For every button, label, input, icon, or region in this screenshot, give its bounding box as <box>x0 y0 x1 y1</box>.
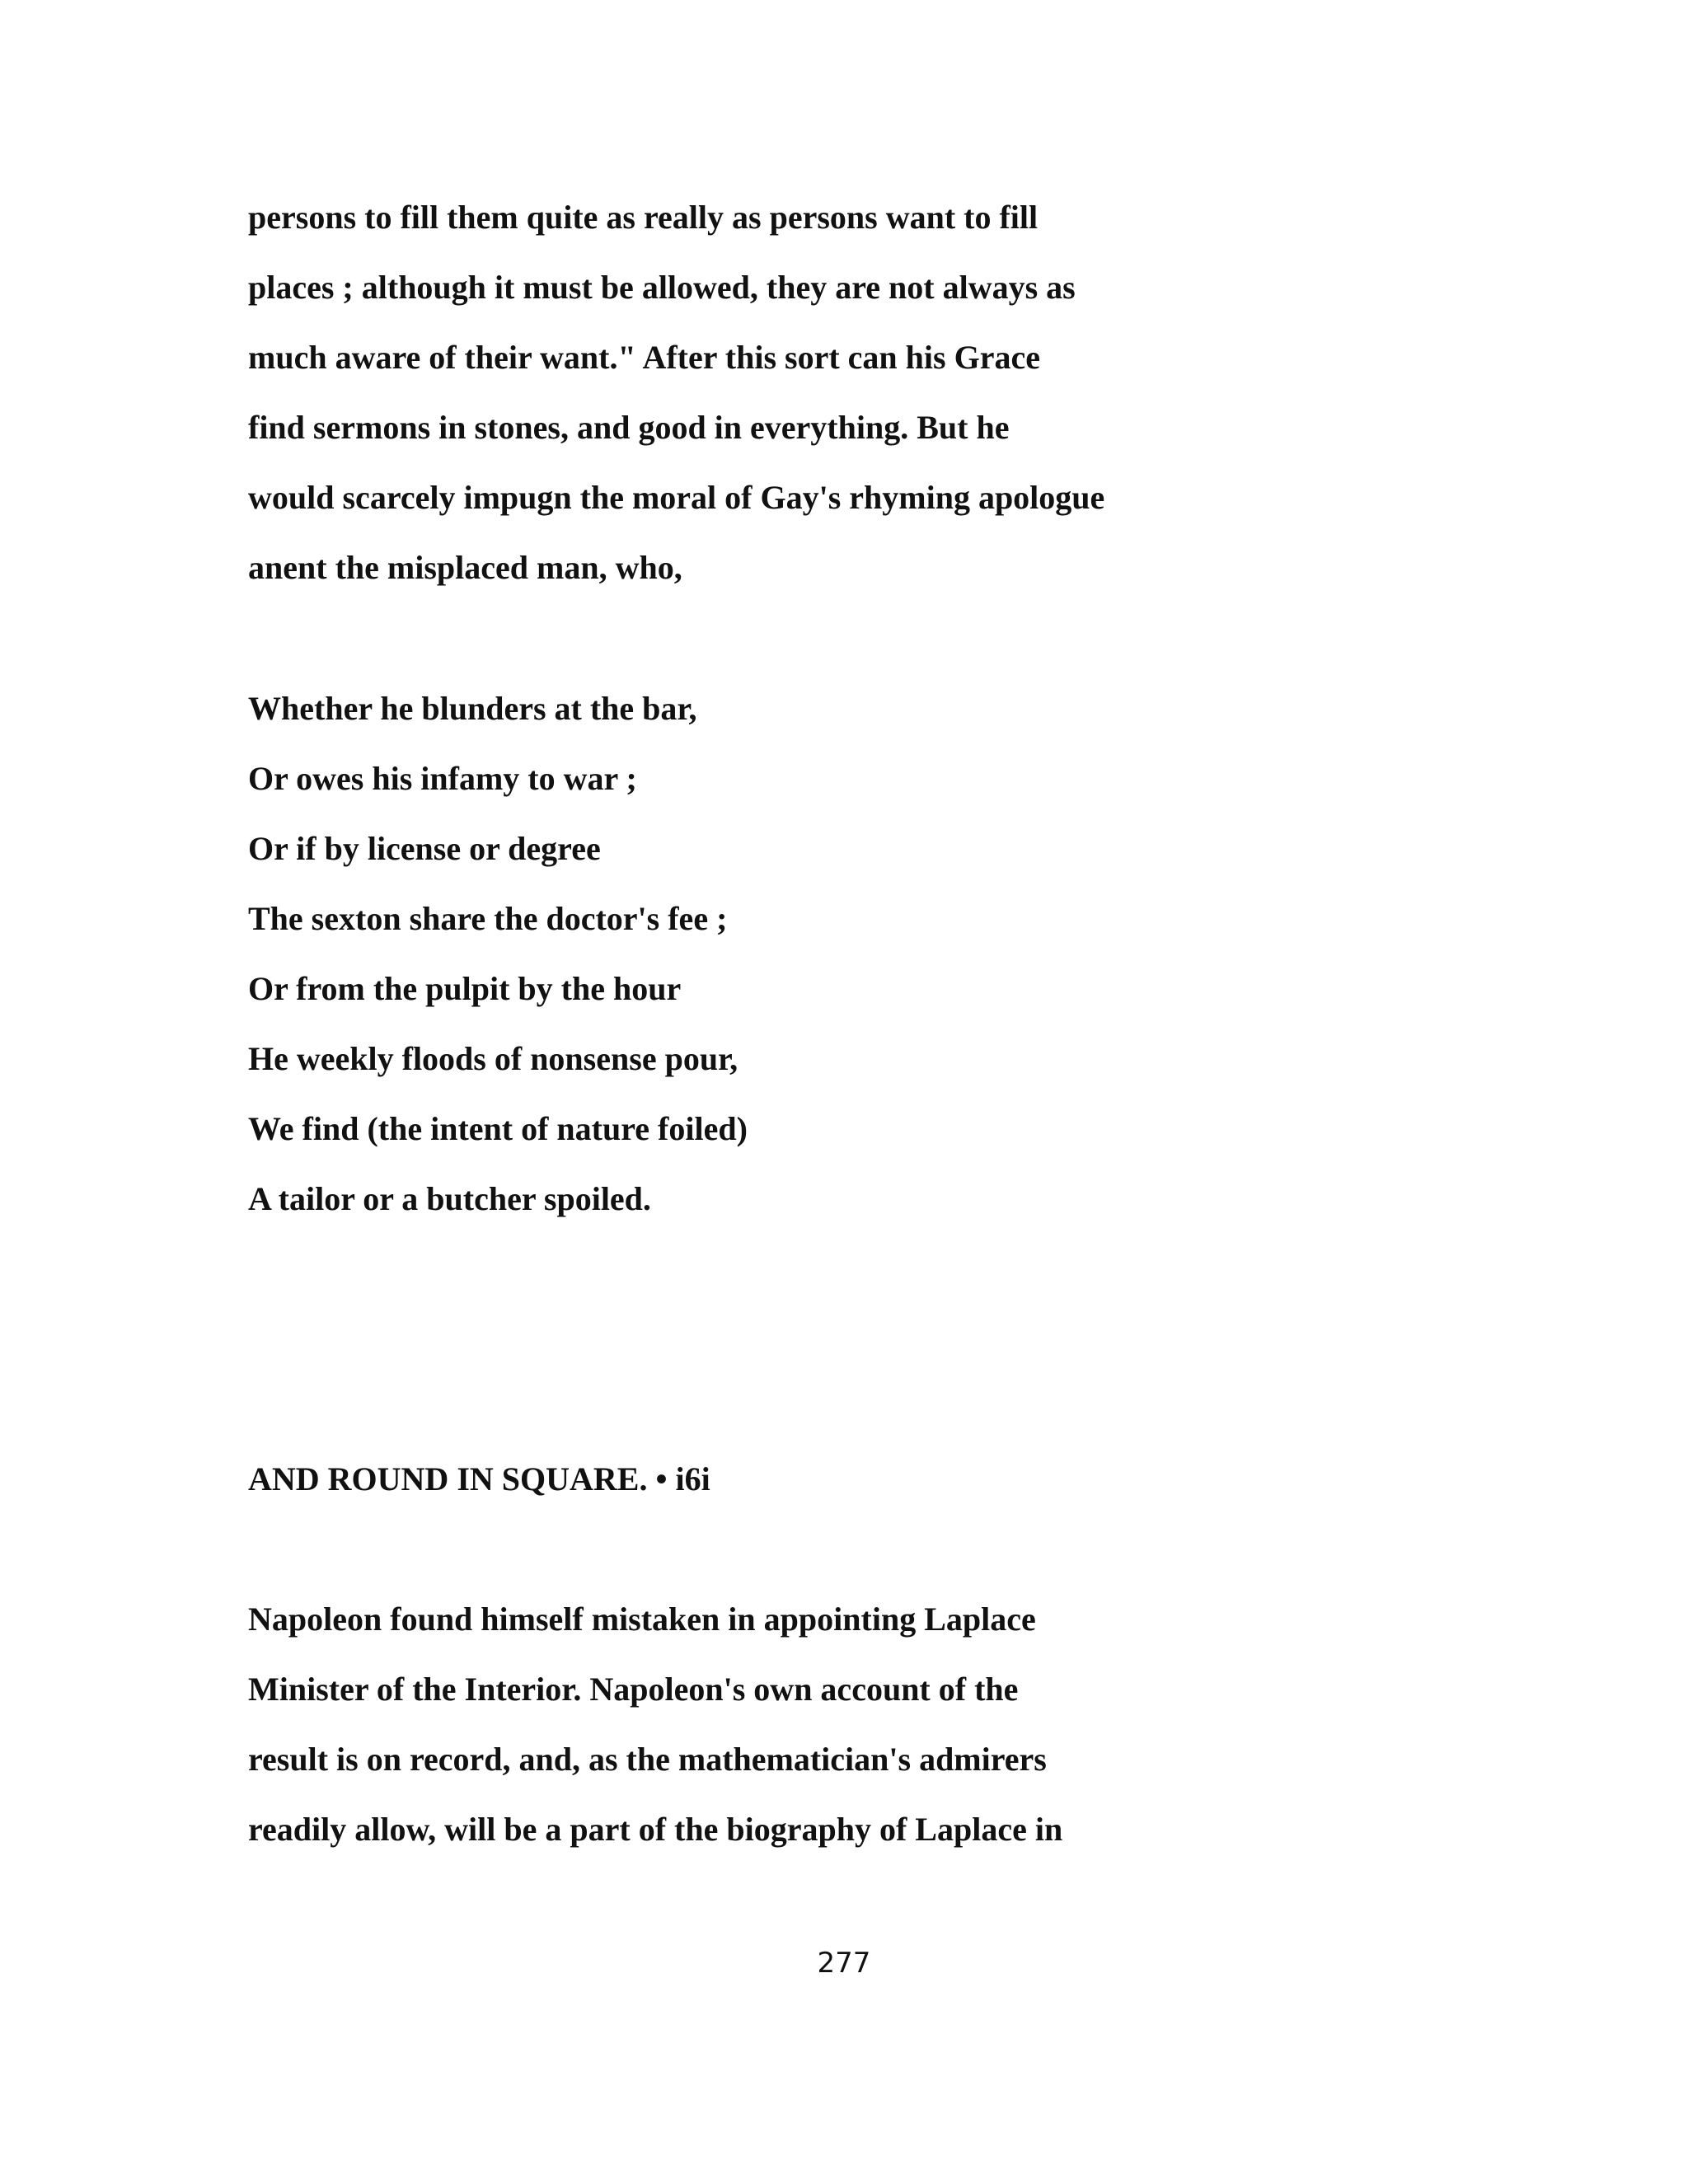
verse-line: Or owes his infamy to war ; <box>248 760 637 797</box>
verse-line: Or from the pulpit by the hour <box>248 970 682 1007</box>
verse-line: Whether he blunders at the bar, <box>248 690 697 727</box>
running-header: AND ROUND IN SQUARE. • i6i <box>248 1460 710 1497</box>
verse-line: We find (the intent of nature foiled) <box>248 1110 748 1147</box>
text-line: result is on record, and, as the mathematician's admirers <box>248 1741 1047 1778</box>
verse-line: The sexton share the doctor's fee ; <box>248 900 728 937</box>
text-line: find sermons in stones, and good in everything. But he <box>248 409 1010 446</box>
verse-line: A tailor or a butcher spoiled. <box>248 1180 651 1217</box>
text-line: would scarcely impugn the moral of Gay's rhyming apologue <box>248 479 1105 516</box>
text-line: anent the misplaced man, who, <box>248 549 682 586</box>
text-line: persons to fill them quite as really as persons want to fill <box>248 199 1039 236</box>
text-line: Minister of the Interior. Napoleon's own account of the <box>248 1671 1019 1708</box>
verse-line: He weekly floods of nonsense pour, <box>248 1040 738 1077</box>
text-line: Napoleon found himself mistaken in appointing Laplace <box>248 1601 1036 1638</box>
text-line: much aware of their want." After this sort can his Grace <box>248 339 1040 376</box>
verse-line: Or if by license or degree <box>248 830 601 867</box>
text-line: readily allow, will be a part of the biography of Laplace in <box>248 1811 1063 1848</box>
page-number: 277 <box>817 1947 871 1980</box>
text-line: places ; although it must be allowed, they are not always as <box>248 269 1076 306</box>
